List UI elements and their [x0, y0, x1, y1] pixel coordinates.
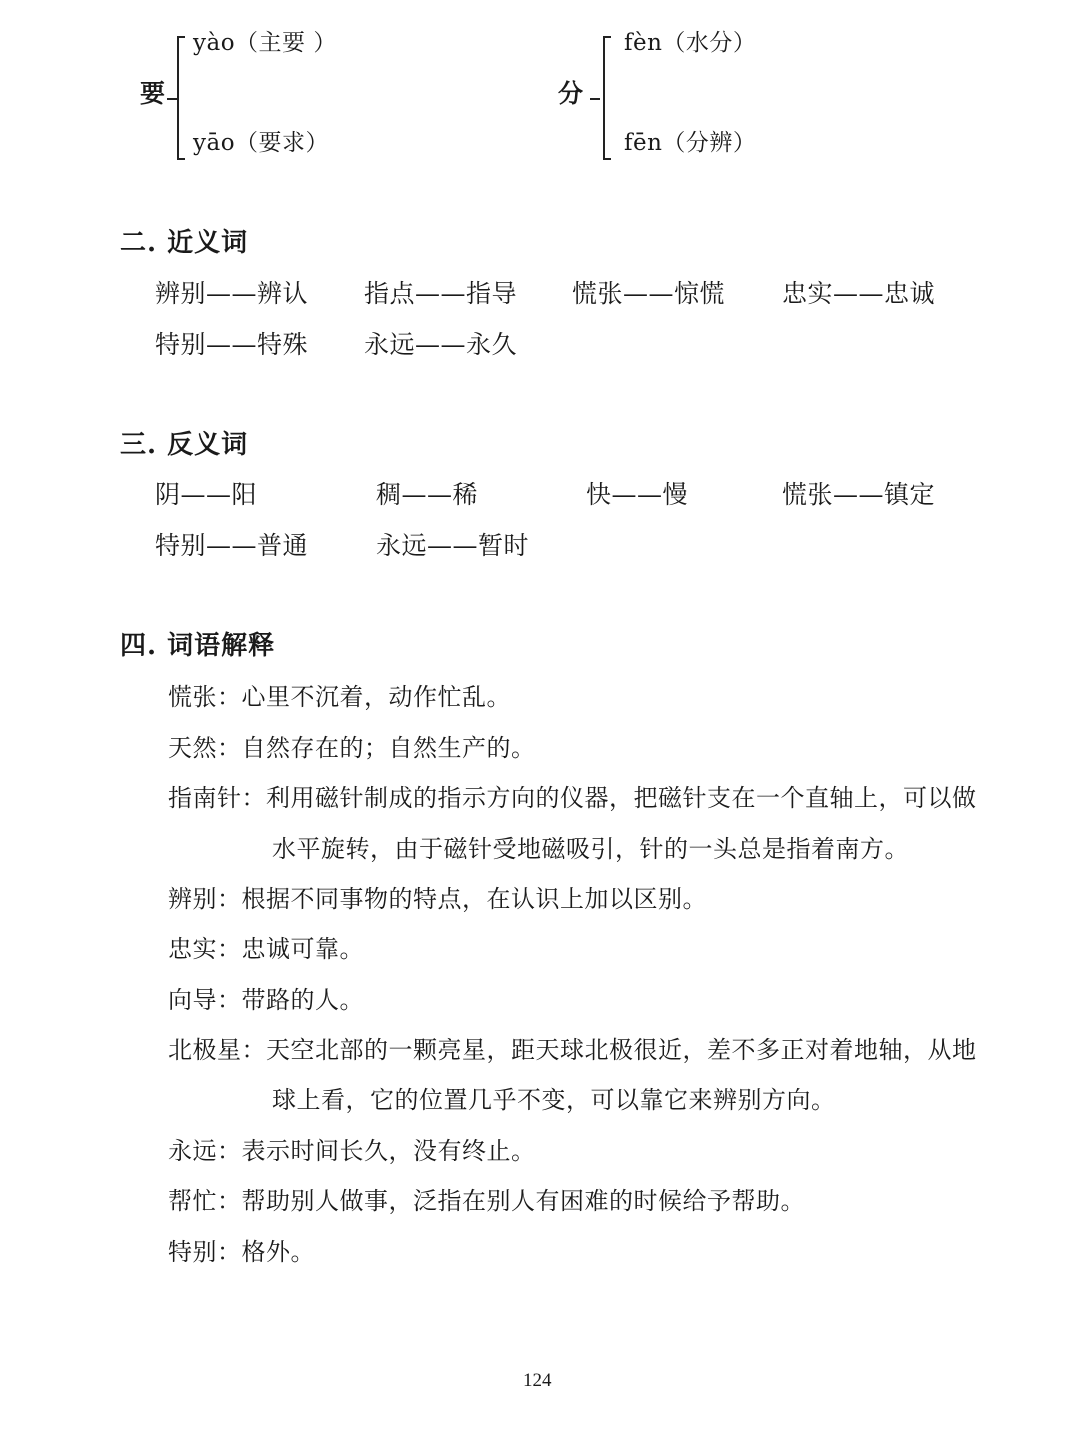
definition-term: 天然：: [168, 734, 242, 762]
reading: fèn（水分）: [624, 30, 757, 56]
definition-text: 心里不沉着，动作忙乱。: [241, 683, 511, 711]
reading: yāo（要求）: [193, 130, 330, 156]
brace: [177, 36, 185, 160]
definition-term: 向导：: [168, 986, 242, 1014]
brace: [603, 36, 611, 160]
definition-term: 永远：: [168, 1137, 242, 1165]
section-title: 四. 词语解释: [120, 631, 276, 661]
antonym-pair: 永远——暂时: [376, 531, 530, 560]
antonym-pair: 稠——稀: [376, 480, 479, 509]
definition-item: [168, 728, 536, 763]
definition-item: [168, 929, 364, 964]
synonym-pair: 辨别——辨认: [155, 279, 309, 308]
antonym-pair: 快——慢: [586, 480, 689, 509]
synonym-pair: 指点——指导: [364, 279, 518, 308]
definition-text: 带路的人。: [241, 986, 364, 1014]
definition-text: 天空北部的一颗亮星，距天球北极很近，差不多正对着地轴，从地: [266, 1036, 977, 1064]
section-title: 二. 近义词: [120, 228, 249, 258]
definition-continuation: 水平旋转，由于磁针受地磁吸引，针的一头总是指着南方。: [272, 835, 909, 863]
definition-term: 忠实：: [168, 935, 242, 963]
definition-term: 指南针：: [168, 784, 266, 812]
definition-term: 辨别：: [168, 885, 242, 913]
polyphone-char: 要: [140, 79, 166, 108]
definition-item: [168, 1232, 315, 1267]
definition-term: 特别：: [168, 1238, 242, 1266]
definition-text: 帮助别人做事，泛指在别人有困难的时候给予帮助。: [241, 1187, 805, 1215]
brace-tick: [590, 98, 600, 100]
page-number: 124: [523, 1370, 552, 1391]
definition-text: 忠诚可靠。: [241, 935, 364, 963]
definition-term: 帮忙：: [168, 1187, 242, 1215]
definition-text: 根据不同事物的特点，在认识上加以区别。: [241, 885, 707, 913]
antonym-pair: 阴——阳: [155, 480, 258, 509]
polyphone-char: 分: [558, 79, 584, 108]
definition-item: [168, 1181, 805, 1216]
brace-tick: [167, 98, 177, 100]
definition-text: 利用磁针制成的指示方向的仪器，把磁针支在一个直轴上，可以做: [266, 784, 977, 812]
definition-term: 北极星：: [168, 1036, 266, 1064]
reading: fēn（分辨）: [624, 130, 757, 156]
definition-item: [168, 879, 707, 914]
definition-item: [168, 677, 511, 712]
definition-text: 自然存在的；自然生产的。: [241, 734, 536, 762]
antonym-pair: 特别——普通: [155, 531, 309, 560]
synonym-pair: 慌张——惊慌: [572, 279, 726, 308]
definition-item: [168, 980, 364, 1015]
definition-continuation: 球上看，它的位置几乎不变，可以靠它来辨别方向。: [272, 1086, 836, 1114]
definition-item: [168, 1131, 536, 1166]
definition-term: 慌张：: [168, 683, 242, 711]
definition-item: [168, 778, 977, 813]
definition-text: 格外。: [241, 1238, 315, 1266]
synonym-pair: 忠实——忠诚: [782, 279, 936, 308]
antonym-pair: 慌张——镇定: [782, 480, 936, 509]
definition-item: [168, 1030, 977, 1065]
reading: yào（主要 ）: [193, 30, 337, 56]
section-title: 三. 反义词: [120, 430, 249, 460]
definition-text: 表示时间长久，没有终止。: [241, 1137, 536, 1165]
synonym-pair: 永远——永久: [364, 330, 518, 359]
synonym-pair: 特别——特殊: [155, 330, 309, 359]
